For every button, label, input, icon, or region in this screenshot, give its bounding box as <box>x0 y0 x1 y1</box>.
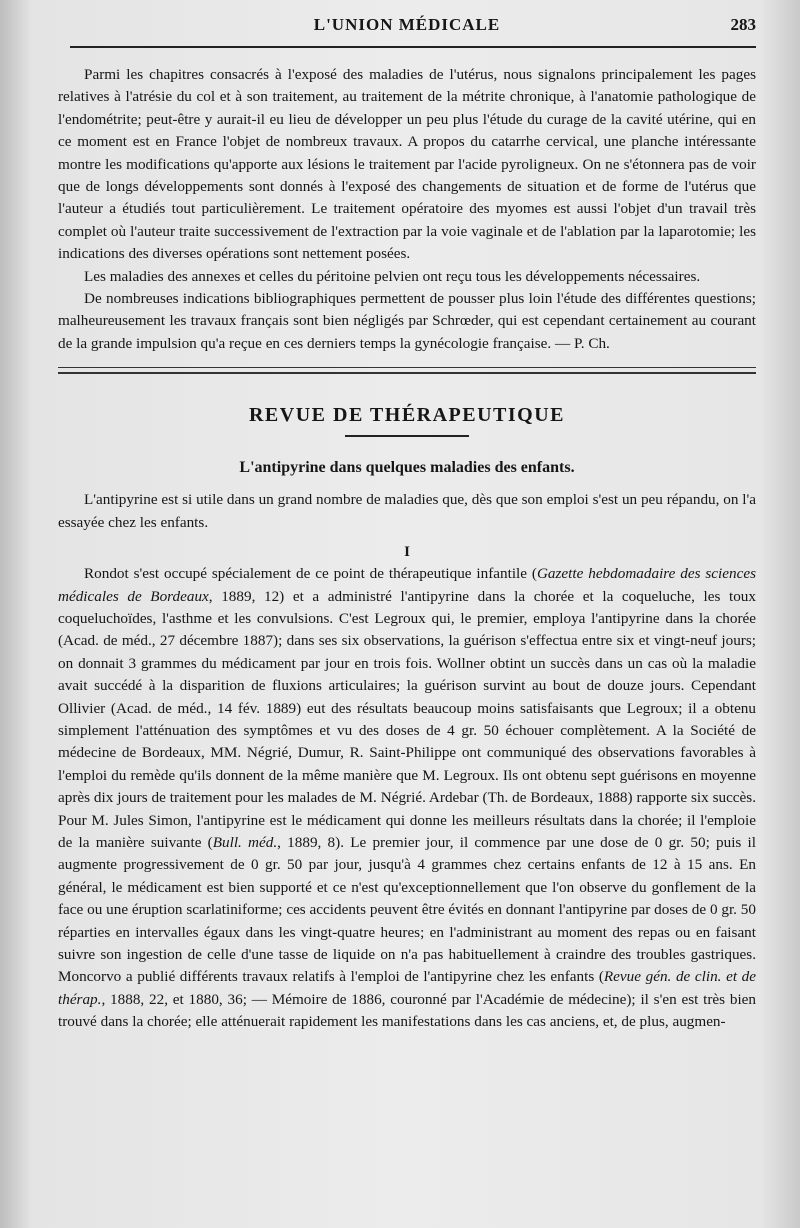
section-title: REVUE DE THÉRAPEUTIQUE <box>248 404 566 427</box>
page-header <box>58 0 756 38</box>
running-title: L'UNION MÉDICALE <box>313 15 501 34</box>
review-paragraph-3: De nombreuses indications bibliographiques permettent de pousser plus loin l'étude des différentes questions; malheureusement les travaux français sont bien négligés par Schrœder, qui est cependant certainement au courant de la grande impulsion qu'a reçue en ces derniers temps la gynécologie française. — P. Ch. <box>58 290 756 352</box>
book-review-section <box>58 64 756 355</box>
article-title: L'antipyrine dans quelques maladies des enfants. <box>239 459 575 477</box>
review-paragraph-2: Les maladies des annexes et celles du péritoine pelvien ont reçu tous les développements nécessaires. <box>84 267 701 285</box>
section-separator <box>58 367 756 368</box>
part-number: I <box>404 544 410 561</box>
header-rule <box>70 46 756 48</box>
page-number: 283 <box>730 15 756 34</box>
review-paragraph-1: Parmi les chapitres consacrés à l'exposé des maladies de l'utérus, nous signalons principalement les pages relatives à l'atrésie du col et à son traitement, au traitement de la métrite chronique, à l'anatomie pathologique de l'endométrite; peut-être y aurait-il eu lieu de développer un peu plus l'étude du curage de la cavité utérine, qui en ce moment est en France l'objet de nombreux travaux. A propos du catarrhe cervical, une planche intéressante montre les modifications qu'apporte aux lésions le traitement par l'acide pyroligneux. On ne s'étonnera pas de voir que de longs développements sont donnés à l'exposé des changements de situation et de forme de l'utérus que l'auteur a étudiés tout particulièrement. Le traitement opératoire des myomes est aussi l'objet d'un travail très complet où l'auteur traite successivement de l'extraction par la voie vaginale et de l'ablation par la laparotomie; les indications des diverses opérations sont nettement posées. <box>58 66 756 263</box>
article-paragraph: Rondot s'est occupé spécialement de ce point de thérapeutique infantile (Gazette hebdomadaire des sciences médicales de Bordeaux, 1889, 12) et a administré l'antipyrine dans la chorée et la coqueluche, les toux coqueluchoïdes, l'asthme et les convulsions. C'est Legroux qui, le premier, employa l'antipyrine dans la chorée (Acad. de méd., 27 décembre 1887); dans ses six observations, la guérison s'effectua entre six et vingt-neuf jours; on donnait 3 grammes du médicament par jour en trois fois. Wollner obtint un succès dans un cas où la maladie avait succédé à la disparition de fluxions articulaires; la guérison survint au bout de douze jours. Cependant Ollivier (Acad. de méd., 14 fév. 1889) eut des résultats beaucoup moins satisfaisants que Legroux; il a obtenu simplement l'atténuation des symptômes et vu des doses de 4 gr. 50 échouer complètement. A la Société de médecine de Bordeaux, MM. Négrié, Dumur, R. Saint-Philippe ont communiqué des observations favorables à l'emploi du remède qu'ils donnent de la même manière que M. Legroux. Ils ont obtenu sept guérisons en moyenne après dix jours de traitement pour les malades de M. Négrié. Ardebar (Th. de Bordeaux, 1888) rapporte six succès. Pour M. Jules Simon, l'antipyrine est le médicament qui donne les meilleurs résultats dans la chorée; il l'emploie de la manière suivante (Bull. méd., 1889, 8). Le premier jour, il commence par une dose de 0 gr. 50; puis il augmente progressivement de 0 gr. 50 par jour, jusqu'à 4 grammes chez certains enfants de 12 à 15 ans. En général, le médicament est bien supporté et ce n'est qu'exceptionnellement que l'on observe du gonflement de la face ou une éruption scarlatiniforme; ces accidents peuvent être évités en donnant l'antipyrine par doses de 0 gr. 50 réparties en intervalles égaux dans les vingt-quatre heures; en l'administrant au moment des repas ou en faisant suivre son ingestion de celle d'une tasse de liquide on n'a pas habituellement à craindre des troubles gastriques. Moncorvo a publié différents travaux relatifs à l'emploi de l'antipyrine chez les enfants (Revue gén. de clin. et de thérap., 1888, 22, et 1880, 36; — Mémoire de 1886, couronné par l'Académie de médecine); il s'en est très bien trouvé dans la chorée; elle atténuerait rapidement les manifestations dans les cas anciens, et, de plus, augmen- <box>58 565 756 1031</box>
section-separator-thick <box>58 372 756 374</box>
article-intro: L'antipyrine est si utile dans un grand nombre de maladies que, dès que son emploi s'est un peu répandu, on l'a essayée chez les enfants. <box>58 491 756 531</box>
title-underline <box>345 435 469 437</box>
